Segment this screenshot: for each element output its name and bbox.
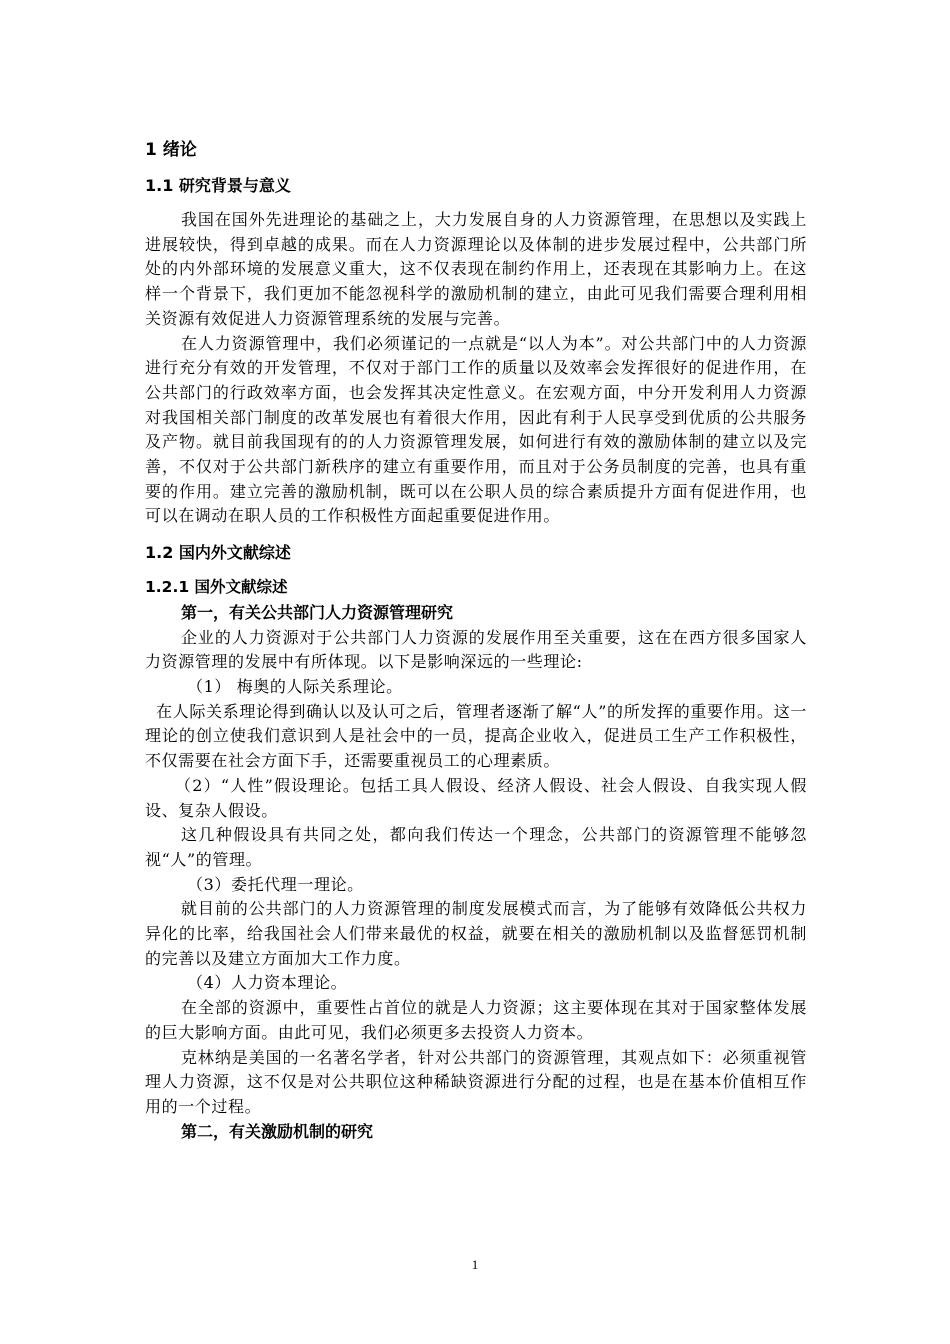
paragraph-intro-theories: 企业的人力资源对于公共部门人力资源的发展作用至关重要，这在在西方很多国家人力资源管理的发展中有所体现。以下是影响深远的一些理论: [145,627,807,672]
paragraph-agency: 就目前的公共部门的人力资源管理的制度发展模式而言，为了能够有效降低公共权力异化的比率，给我国社会人们带来最优的权益，就要在相关的激励机制以及监督惩罚机制的完善以及建立方面加大工作力度。 [145,899,807,968]
sub-heading-second: 第二，有关激励机制的研究 [181,1121,374,1141]
paragraph-assumptions: 这几种假设具有共同之处，都向我们传达一个理念，公共部门的资源管理不能够忽视“人”的管理。 [145,825,807,869]
list-item-1: （1） 梅奥的人际关系理论。 [187,677,403,697]
paragraph-background: 我国在国外先进理论的基础之上，大力发展自身的人力资源管理，在思想以及实践上进展较快，得到卓越的成果。而在人力资源理论以及体制的进步发展过程中，公共部门所处的内外部环境的发展意义重大，这不仅表现在制约作用上，还表现在其影响力上。在这样一个背景下，我们更加不能忽视科学的激励机制的建立，由此可见我们需要合理利用相关资源有效促进人力资源管理系统的发展与完善。 [145,210,807,328]
sub-heading-first: 第一，有关公共部门人力资源管理研究 [181,603,454,623]
section-heading-1-2: 1.2 国内外文献综述 [145,543,291,563]
paragraph-significance: 在人力资源管理中，我们必须谨记的一点就是“以人为本”。对公共部门中的人力资源进行充分有效的开发管理，不仅对于部门工作的质量以及效率会发挥很好的促进作用，在公共部门的行政效率方面，也会发挥其决定性意义。在宏观方面，中分开发利用人力资源对我国相关部门制度的改革发展也有着很大作用，因此有利于人民享受到优质的公共服务及产物。就目前我国现有的的人力资源管理发展，如何进行有效的激励体制的建立以及完善，不仅对于公共部门新秩序的建立有重要作用，而且对于公务员制度的完善，也具有重要的作用。建立完善的激励机制，既可以在公职人员的综合素质提升方面有促进作用，也可以在调动在职人员的工作积极性方面起重要促进作用。 [145,333,807,526]
subsection-heading-1-2-1: 1.2.1 国外文献综述 [145,578,288,597]
page-body [145,138,807,1144]
list-item-3: （3）委托代理一理论。 [187,874,364,894]
list-item-4: （4）人力资本理论。 [187,973,348,993]
chapter-heading: 1 绪论 [145,140,197,160]
section-heading-1-1: 1.1 研究背景与意义 [145,176,291,195]
paragraph-human-capital: 在全部的资源中，重要性占首位的就是人力资源；这主要体现在其对于国家整体发展的巨大影响方面。由此可见，我们必须更多去投资人力资本。 [145,998,807,1042]
paragraph-human-relations: 在人际关系理论得到确认以及认可之后，管理者逐渐了解“人”的所发挥的重要作用。这一理论的创立使我们意识到人是社会中的一员，提高企业收入，促进员工生产工作积极性，不仅需要在社会方面下手，还需要重视员工的心理素质。 [145,701,807,771]
page-number: 1 [471,1257,479,1272]
list-item-2: （2）“人性”假设理论。包括工具人假设、经济人假设、社会人假设、自我实现人假设、复杂人假设。 [145,775,807,820]
paragraph-klinner: 克林纳是美国的一名著名学者，针对公共部门的资源管理，其观点如下：必须重视管理人力资源，这不仅是对公共职位这种稀缺资源进行分配的过程，也是在基本价值相互作用的一个过程。 [145,1047,807,1116]
